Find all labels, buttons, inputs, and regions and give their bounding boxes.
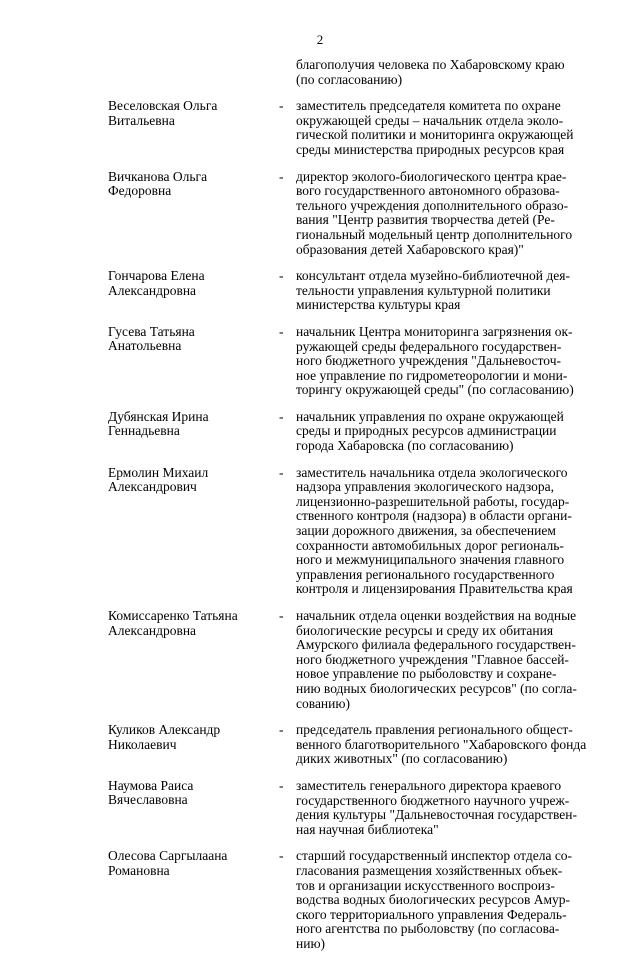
dash-separator: - [279, 408, 284, 424]
dash-separator: - [279, 777, 284, 793]
dash-separator: - [279, 268, 284, 284]
member-position: старший государственный инспектор отдела со- гласования размещения хозяйственных объек- тов и организации искусственного воспроиз- водства водных биологических ресурсов Амур- ского территориального управления Федераль- ного агентства по рыболовству (по согласова- нию) [296, 848, 573, 951]
member-position: начальник Центра мониторинга загрязнения ок- ружающей среды федерального государствен- ного бюджетного учреждения "Дальневосточ- ное управление по гидрометеорологии и мони- торингу окружающей среды" (по согласованию) [296, 323, 574, 398]
member-position: заместитель начальника отдела экологического надзора управления экологического надзора, лицензионно-разрешительной работы, государ- ственного контроля (надзора) в области органи- зации дорожного движения, за обеспечением сохранности автомобильных дорог региональ- ного и межмуниципального значения главного управления регионального государственного контроля и лицензирования Правительства края [296, 464, 573, 597]
member-position: консультант отдела музейно-библиотечной дея- тельности управления культурной политики министерства культуры края [296, 268, 570, 313]
member-entry [0, 849, 640, 951]
dash-separator: - [279, 848, 284, 864]
member-name: Наумова Раиса Вячеславовна [108, 777, 194, 808]
dash-separator: - [279, 168, 284, 184]
member-name: Веселовская Ольга Витальевна [108, 98, 218, 128]
member-position: заместитель генерального директора краевого государственного бюджетного научного учреж- дения культуры "Дальневосточная государствен- ная научная библиотека" [296, 777, 577, 837]
member-entry [0, 269, 640, 313]
member-name: Вичканова Ольга Федоровна [108, 168, 208, 199]
member-entry [0, 170, 640, 258]
member-entry [0, 410, 640, 454]
dash-separator: - [279, 722, 284, 738]
member-position: директор эколого-биологического центра крае- вого государственного автономного образова- тельного учреждения дополнительного образо- вания "Центр развития творчества детей (Ре- гиональный модельный центр дополнительного образования детей Хабаровского края)" [296, 168, 573, 257]
member-entry [0, 325, 640, 398]
member-list [0, 58, 640, 963]
member-entry [0, 609, 640, 711]
member-entry [0, 723, 640, 767]
member-position: начальник отдела оценки воздействия на водные биологические ресурсы и среду их обитания Амурского филиала федерального государствен- ного бюджетного учреждения "Главное бассей- новое управление по рыболовству и сохране- нию водных биологических ресурсов" (по согла- сованию) [296, 608, 577, 711]
member-position: председатель правления регионального общест- венного благотворительного "Хабаровского фонда диких животных" (по согласованию) [296, 722, 587, 767]
page-number: 2 [316, 32, 324, 47]
member-name: Дубянская Ирина Геннадьевна [108, 408, 209, 439]
continuation-text: благополучия человека по Хабаровскому краю (по согласованию) [296, 57, 565, 87]
continuation-entry [0, 58, 640, 87]
member-position: начальник управления по охране окружающей среды и природных ресурсов администрации города Хабаровска (по согласованию) [296, 408, 564, 454]
dash-separator: - [279, 323, 284, 339]
member-name: Гончарова Елена Александровна [108, 268, 205, 298]
member-entry [0, 779, 640, 837]
member-position: заместитель председателя комитета по охране окружающей среды – начальник отдела эколо- гической политики и мониторинга окружающей среды министерства природных ресурсов края [296, 98, 574, 157]
member-entry [0, 99, 640, 157]
member-entry [0, 466, 640, 597]
member-name: Комиссаренко Татьяна Александровна [108, 608, 238, 638]
dash-separator: - [279, 608, 284, 623]
member-name: Ермолин Михаил Александрович [108, 464, 209, 495]
member-name: Гусева Татьяна Анатольевна [108, 323, 195, 354]
dash-separator: - [279, 98, 284, 114]
dash-separator: - [279, 464, 284, 480]
member-name: Куликов Александр Николаевич [108, 722, 221, 752]
member-name: Олесова Саргылаана Романовна [108, 848, 228, 878]
